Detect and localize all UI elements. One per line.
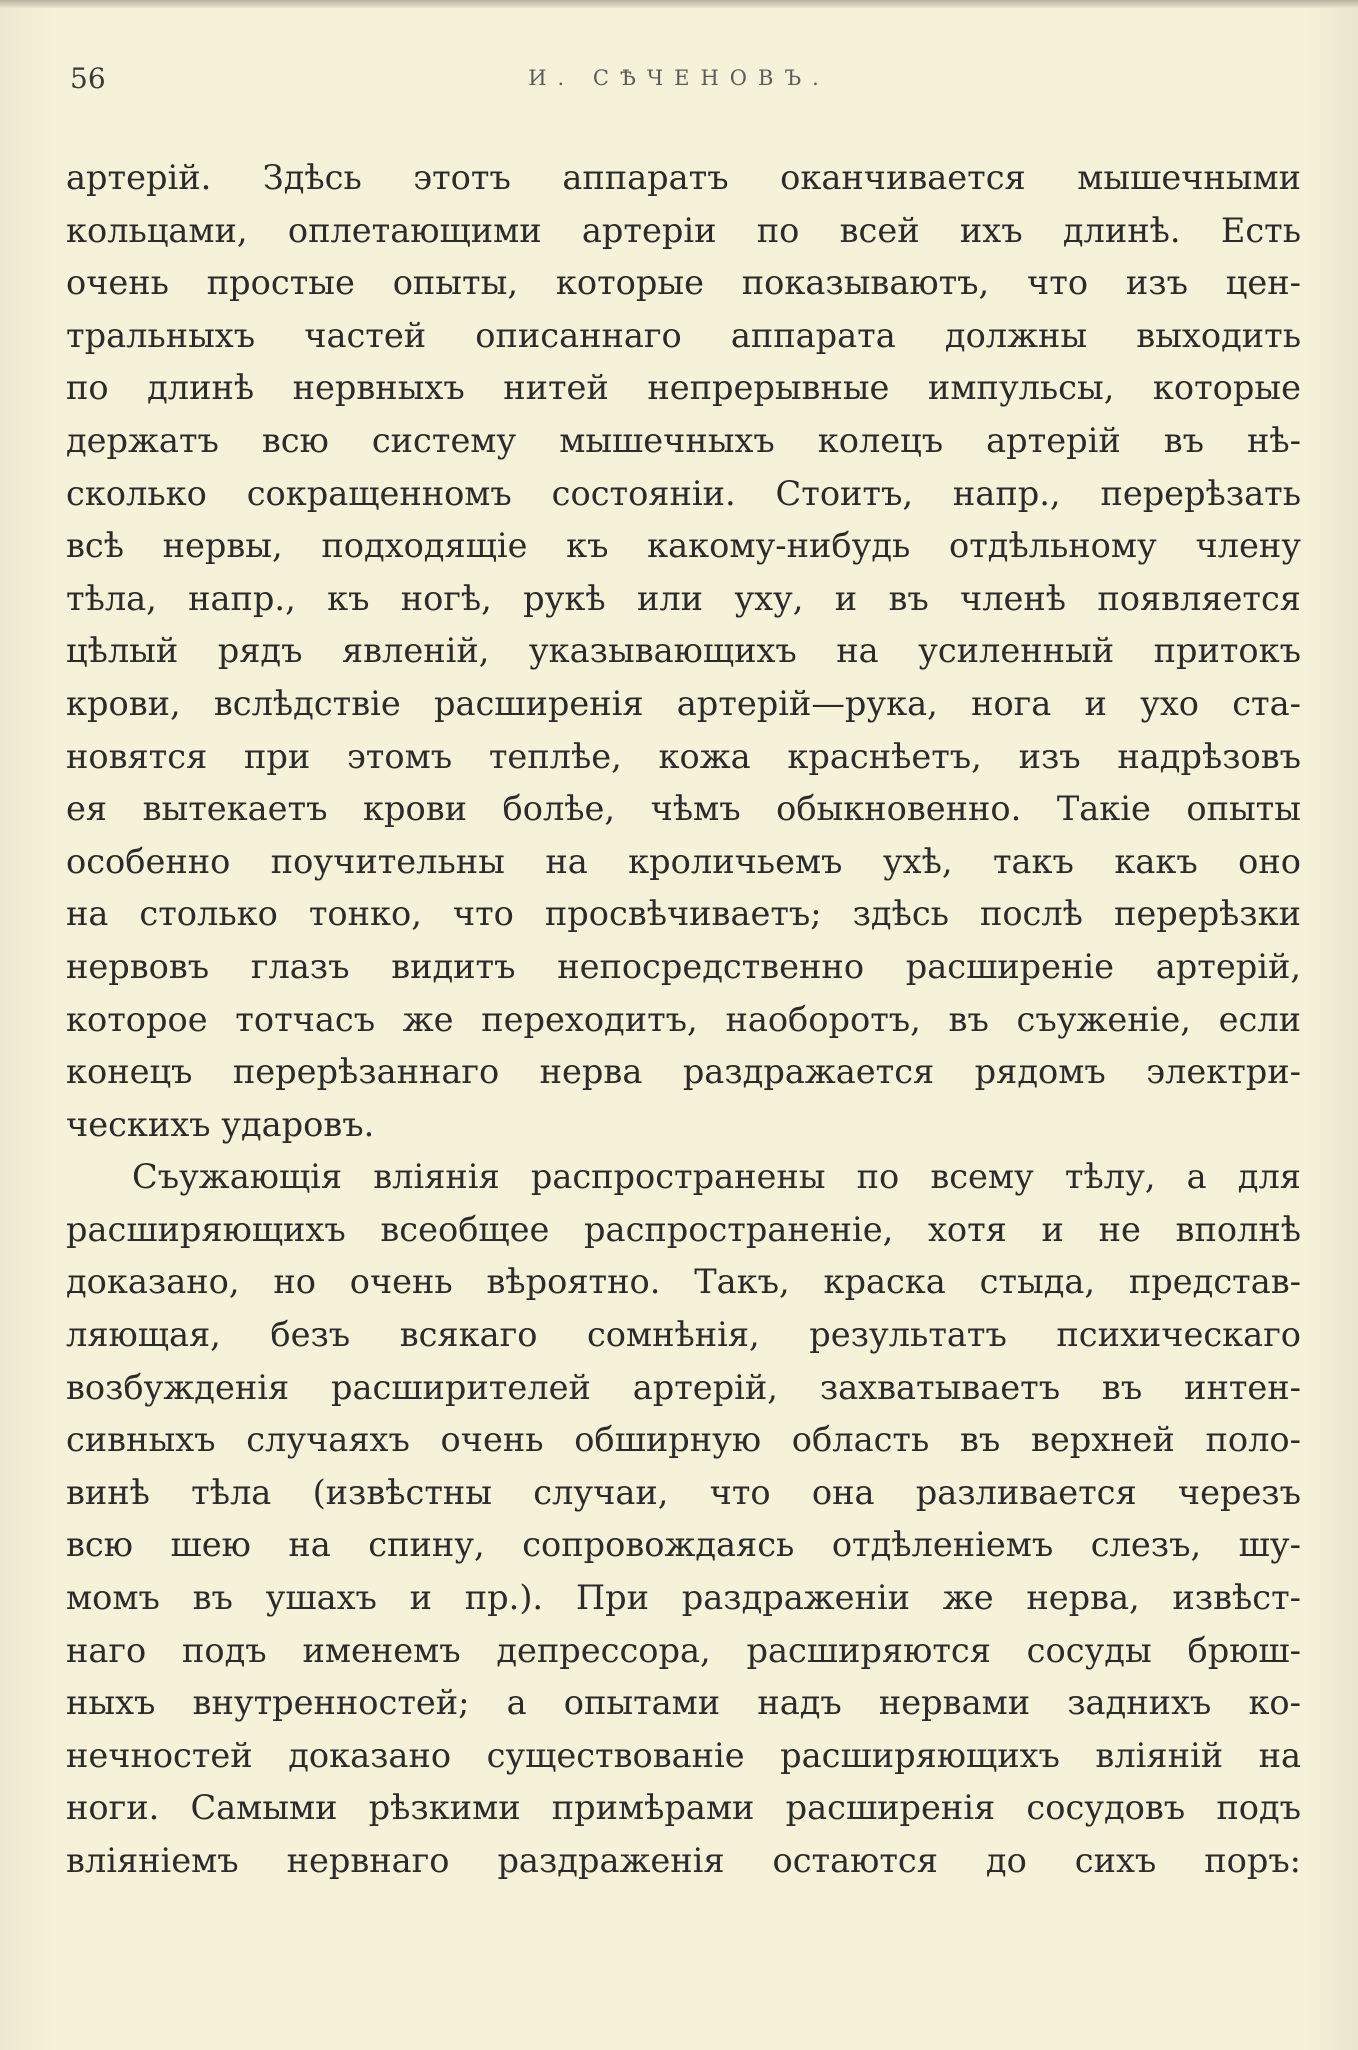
page-header [70, 62, 1288, 102]
text-line: наго подъ именемъ депрессора, расширяются сосуды брюш- [66, 1630, 1301, 1670]
text-line: ческихъ ударовъ. [66, 1104, 375, 1144]
text-line: кольцами, оплетающими артеріи по всей ихъ длинѣ. Есть [66, 210, 1301, 250]
text-line: винѣ тѣла (извѣстны случаи, что она разливается черезъ [66, 1472, 1301, 1512]
text-line: цѣлый рядъ явленій, указывающихъ на усиленный притокъ [66, 631, 1301, 671]
text-line: тральныхъ частей описаннаго аппарата должны выходить [66, 315, 1301, 355]
text-line: Съужающія вліянія распространены по всему тѣлу, а для [132, 1157, 1301, 1197]
text-line: тѣла, напр., къ ногѣ, рукѣ или уху, и въ членѣ появляется [66, 578, 1301, 618]
text-line: ноги. Самыми рѣзкими примѣрами расширенія сосудовъ подъ [66, 1788, 1301, 1828]
text-line: на столько тонко, что просвѣчиваетъ; здѣсь послѣ перерѣзки [66, 894, 1301, 934]
text-line: возбужденія расширителей артерій, захватываетъ въ интен- [66, 1367, 1301, 1407]
text-line: ляющая, безъ всякаго сомнѣнія, результатъ психическаго [66, 1315, 1301, 1355]
text-line: сколько сокращенномъ состояніи. Стоитъ, напр., перерѣзать [66, 473, 1301, 513]
text-line: доказано, но очень вѣроятно. Такъ, краска стыда, представ- [66, 1262, 1301, 1302]
text-line: нервовъ глазъ видитъ непосредственно расширеніе артерій, [66, 946, 1301, 986]
paragraph-2 [66, 1151, 1301, 1887]
text-line: которое тотчасъ же переходитъ, наоборотъ, въ съуженіе, если [66, 999, 1301, 1039]
text-line: нечностей доказано существованіе расширяющихъ вліяній на [66, 1735, 1301, 1775]
text-line: артерій. Здѣсь этотъ аппаратъ оканчивается мышечными [66, 158, 1301, 197]
text-line: расширяющихъ всеобщее распространеніе, хотя и не вполнѣ [66, 1209, 1301, 1249]
text-line: особенно поучительны на кроличьемъ ухѣ, такъ какъ оно [66, 841, 1301, 881]
page-number: 56 [70, 62, 106, 95]
body-text [66, 152, 1301, 1888]
text-line: ея вытекаетъ крови болѣе, чѣмъ обыкновенно. Такіе опыты [66, 789, 1301, 829]
text-line: очень простые опыты, которые показываютъ, что изъ цен- [66, 263, 1301, 303]
page-top-edge [0, 0, 1358, 8]
text-line: всѣ нервы, подходящіе къ какому-нибудь отдѣльному члену [66, 526, 1301, 566]
text-line: крови, вслѣдствіе расширенія артерій—рука, нога и ухо ста- [66, 683, 1301, 723]
text-line: всю шею на спину, сопровождаясь отдѣленіемъ слезъ, шу- [66, 1525, 1301, 1565]
text-line: по длинѣ нервныхъ нитей непрерывные импульсы, которые [66, 368, 1301, 408]
text-line: момъ въ ушахъ и пр.). При раздраженіи же нерва, извѣст- [66, 1578, 1301, 1618]
paragraph-1 [66, 152, 1301, 1151]
text-line: сивныхъ случаяхъ очень обширную область въ верхней поло- [66, 1420, 1301, 1460]
text-line: конецъ перерѣзаннаго нерва раздражается рядомъ электри- [66, 1052, 1301, 1092]
text-line: вліяніемъ нервнаго раздраженія остаются до сихъ поръ: [66, 1841, 1301, 1880]
running-head: И. СѢЧЕНОВЪ. [528, 66, 830, 90]
text-line: ныхъ внутренностей; а опытами надъ нервами заднихъ ко- [66, 1683, 1301, 1723]
text-line: держатъ всю систему мышечныхъ колецъ артерій въ нѣ- [66, 420, 1301, 460]
text-line: новятся при этомъ теплѣе, кожа краснѣетъ, изъ надрѣзовъ [66, 736, 1301, 776]
